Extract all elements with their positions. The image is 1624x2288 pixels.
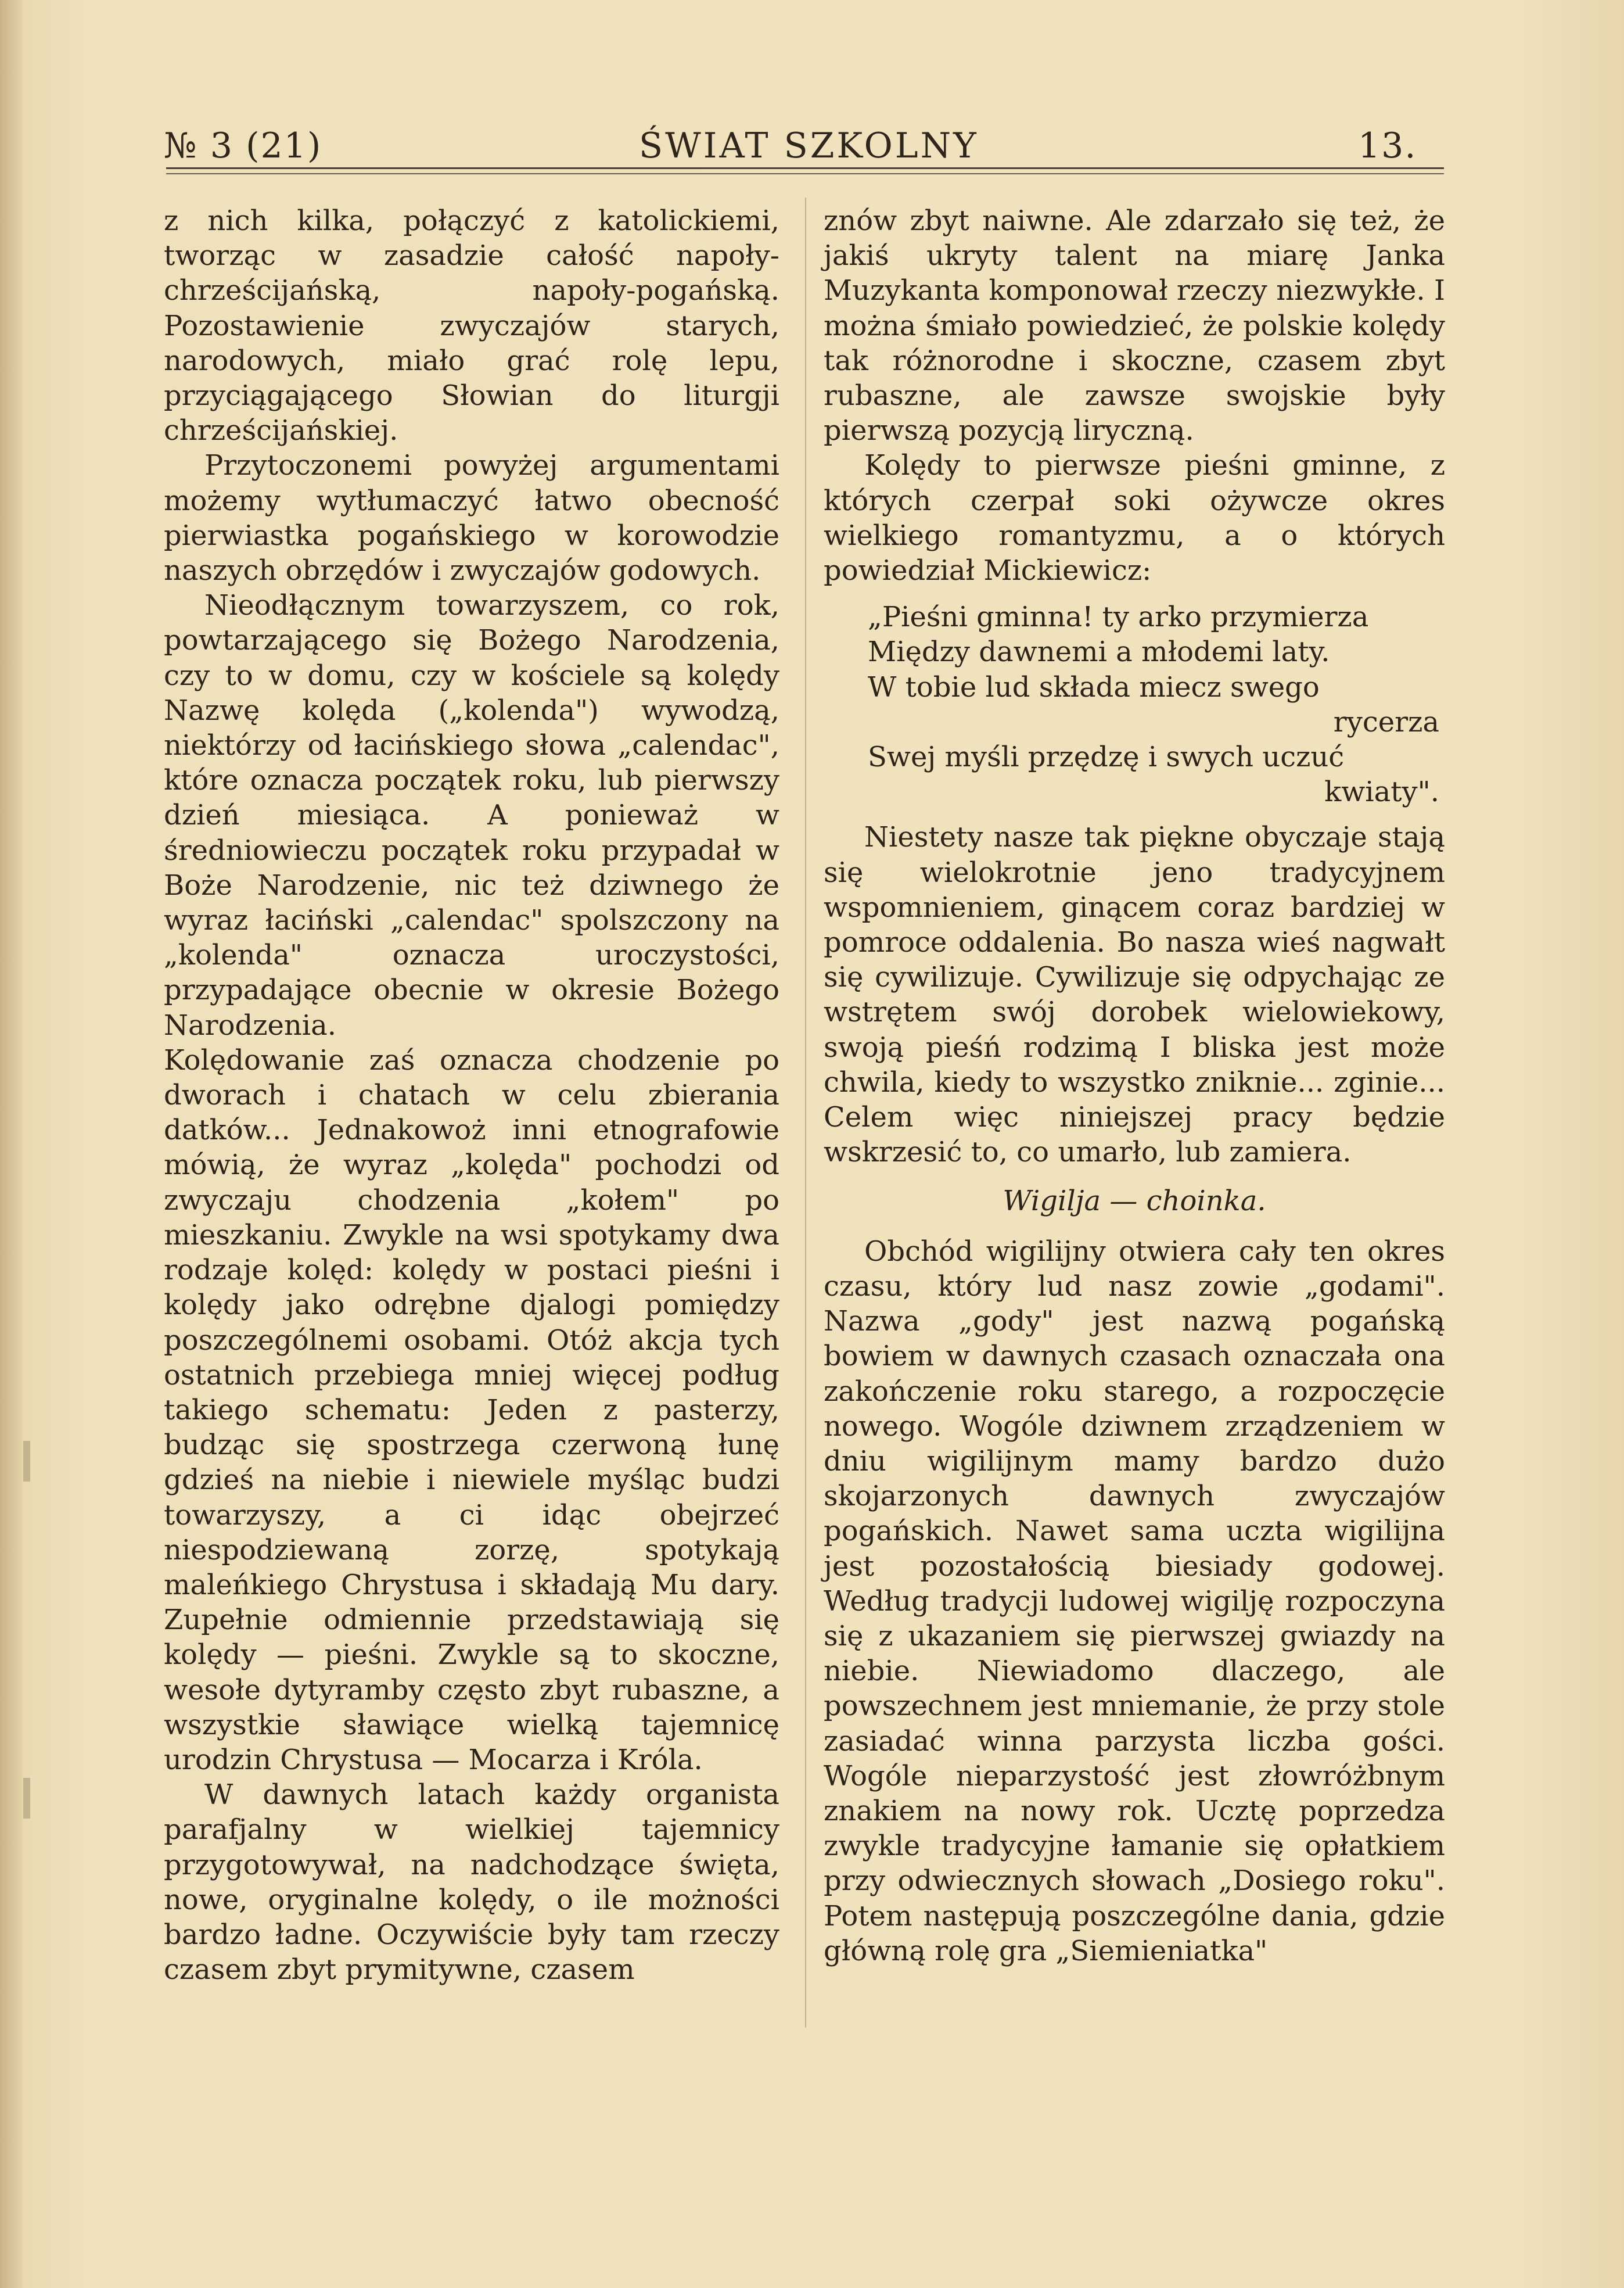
paragraph: Przytoczonemi powyżej argumentami możemy wytłumaczyć łatwo obecność pierwiastka pogańskiego w korowodzie naszych obrzędów i zwyczajów godowych.	[164, 449, 779, 587]
page-number: 13.	[1358, 125, 1417, 166]
paragraph: W dawnych latach każdy organista parafjalny w wielkiej tajemnicy przygotowywał, na nadchodzące święta, nowe, oryginalne kolędy, o ile możności bardzo ładne. Oczywiście były tam rzeczy czasem zbyt prymitywne, czasem	[164, 1778, 779, 1986]
poem-quote	[868, 600, 1445, 809]
paragraph: Nieodłącznym towarzyszem, co rok, powtarzającego się Bożego Narodzenia, czy to w domu, czy w kościele są kolędy Nazwę kolęda („kolenda") wywodzą, niektórzy od łacińskiego słowa „calendac", które oznacza początek roku, lub pierwszy dzień miesiąca. A ponieważ w średniowieczu początek roku przypadał w Boże Narodzenie, nic też dziwnego że wyraz łaciński „calendac" spolszczony na „kolenda" oznacza uroczystości, przypadające obecnie w okresie Bożego Narodzenia.	[164, 589, 779, 1042]
poem-line: Swej myśli przędzę i swych uczuć	[868, 741, 1345, 774]
paragraph: Obchód wigilijny otwiera cały ten okres czasu, który lud nasz zowie „godami". Nazwa „gody" jest nazwą pogańską bowiem w dawnych czasach oznaczała ona zakończenie roku starego, a rozpoczęcie nowego. Wogóle dziwnem zrządzeniem w dniu wigilijnym mamy bardzo dużo skojarzonych dawnych zwyczajów pogańskich. Nawet sama uczta wigilijna jest pozostałością biesiady godowej. Według tradycji ludowej wigilję rozpoczyna się z ukazaniem się pierwszej gwiazdy na niebie. Niewiadomo dlaczego, ale powszechnem jest mniemanie, że przy stole zasiadać winna parzysta liczba gości. Wogóle nieparzystość jest złowróżbnym znakiem na nowy rok. Ucztę poprzedza zwykle tradycyjne łamanie się opłatkiem przy odwiecznych słowach „Dosiego roku". Potem następują poszczególne dania, gdzie główną rolę gra „Siemieniatka"	[824, 1235, 1445, 1967]
paragraph: Kolędy to pierwsze pieśni gminne, z których czerpał soki ożywcze okres wielkiego romantyzmu, a o których powiedział Mickiewicz:	[824, 449, 1445, 587]
section-heading: Wigilja — choinka.	[1003, 1185, 1266, 1218]
margin-mark	[23, 1441, 30, 1482]
header-rule-thin	[166, 173, 1444, 174]
paragraph: z nich kilka, połączyć z katolickiemi, tworząc w zasadzie całość napoły-chrześcijańską, napoły-pogańską. Pozostawienie zwyczajów starych, narodowych, miało grać rolę lepu, przyciągającego Słowian do liturgji chrześcijańskiej.	[164, 205, 779, 447]
paragraph: znów zbyt naiwne. Ale zdarzało się też, że jakiś ukryty talent na miarę Janka Muzykanta komponował rzeczy niezwykłe. I można śmiało powiedzieć, że polskie kolędy tak różnorodne i skoczne, czasem zbyt rubaszne, ale zawsze swojskie były pierwszą pozycją liryczną.	[824, 205, 1445, 447]
paragraph: Kolędowanie zaś oznacza chodzenie po dworach i chatach w celu zbierania datków... Jednakowoż inni etnografowie mówią, że wyraz „kolęda" pochodzi od zwyczaju chodzenia „kołem" po mieszkaniu. Zwykle na wsi spotykamy dwa rodzaje kolęd: kolędy w postaci pieśni i kolędy jako odrębne djalogi pomiędzy poszczególnemi osobami. Otóż akcja tych ostatnich przebiega mniej więcej podług takiego schematu: Jeden z pasterzy, budząc się spostrzega czerwoną łunę gdzieś na niebie i niewiele myśląc budzi towarzyszy, a ci idąc obejrzeć niespodziewaną zorzę, spotykają maleńkiego Chrystusa i składają Mu dary. Zupełnie odmiennie przedstawiają się kolędy — pieśni. Zwykle są to skoczne, wesołe dytyramby często zbyt rubaszne, a wszystkie sławiące wielką tajemnicę urodzin Chrystusa — Mocarza i Króla.	[164, 1043, 779, 1776]
journal-title: ŚWIAT SZKOLNY	[639, 125, 979, 166]
right-column	[824, 203, 1445, 1968]
poem-line: kwiaty".	[1324, 776, 1439, 809]
header-rule	[166, 167, 1444, 169]
poem-line: W tobie lud składa miecz swego	[868, 670, 1320, 704]
issue-number: № 3 (21)	[164, 125, 322, 166]
column-divider	[805, 198, 806, 2028]
margin-mark	[23, 1778, 30, 1819]
binding-edge	[0, 0, 22, 2288]
poem-line: rycerza	[1333, 705, 1439, 738]
paragraph: Niestety nasze tak piękne obyczaje stają się wielokrotnie jeno tradycyjnem wspomnieniem, ginącem coraz bardziej w pomroce oddalenia. Bo nasza wieś nagwałt się cywilizuje. Cywilizuje się odpychając ze wstrętem swój dorobek wielowiekowy, swoją pieśń rodzimą I bliska jest może chwila, kiedy to wszystko zniknie... zginie... Celem więc niniejszej pracy będzie wskrzesić to, co umarło, lub zamiera.	[824, 821, 1445, 1169]
poem-line: Między dawnemi a młodemi laty.	[868, 636, 1330, 669]
poem-line: „Pieśni gminna! ty arko przymierza	[868, 601, 1369, 634]
left-column	[164, 203, 779, 1987]
